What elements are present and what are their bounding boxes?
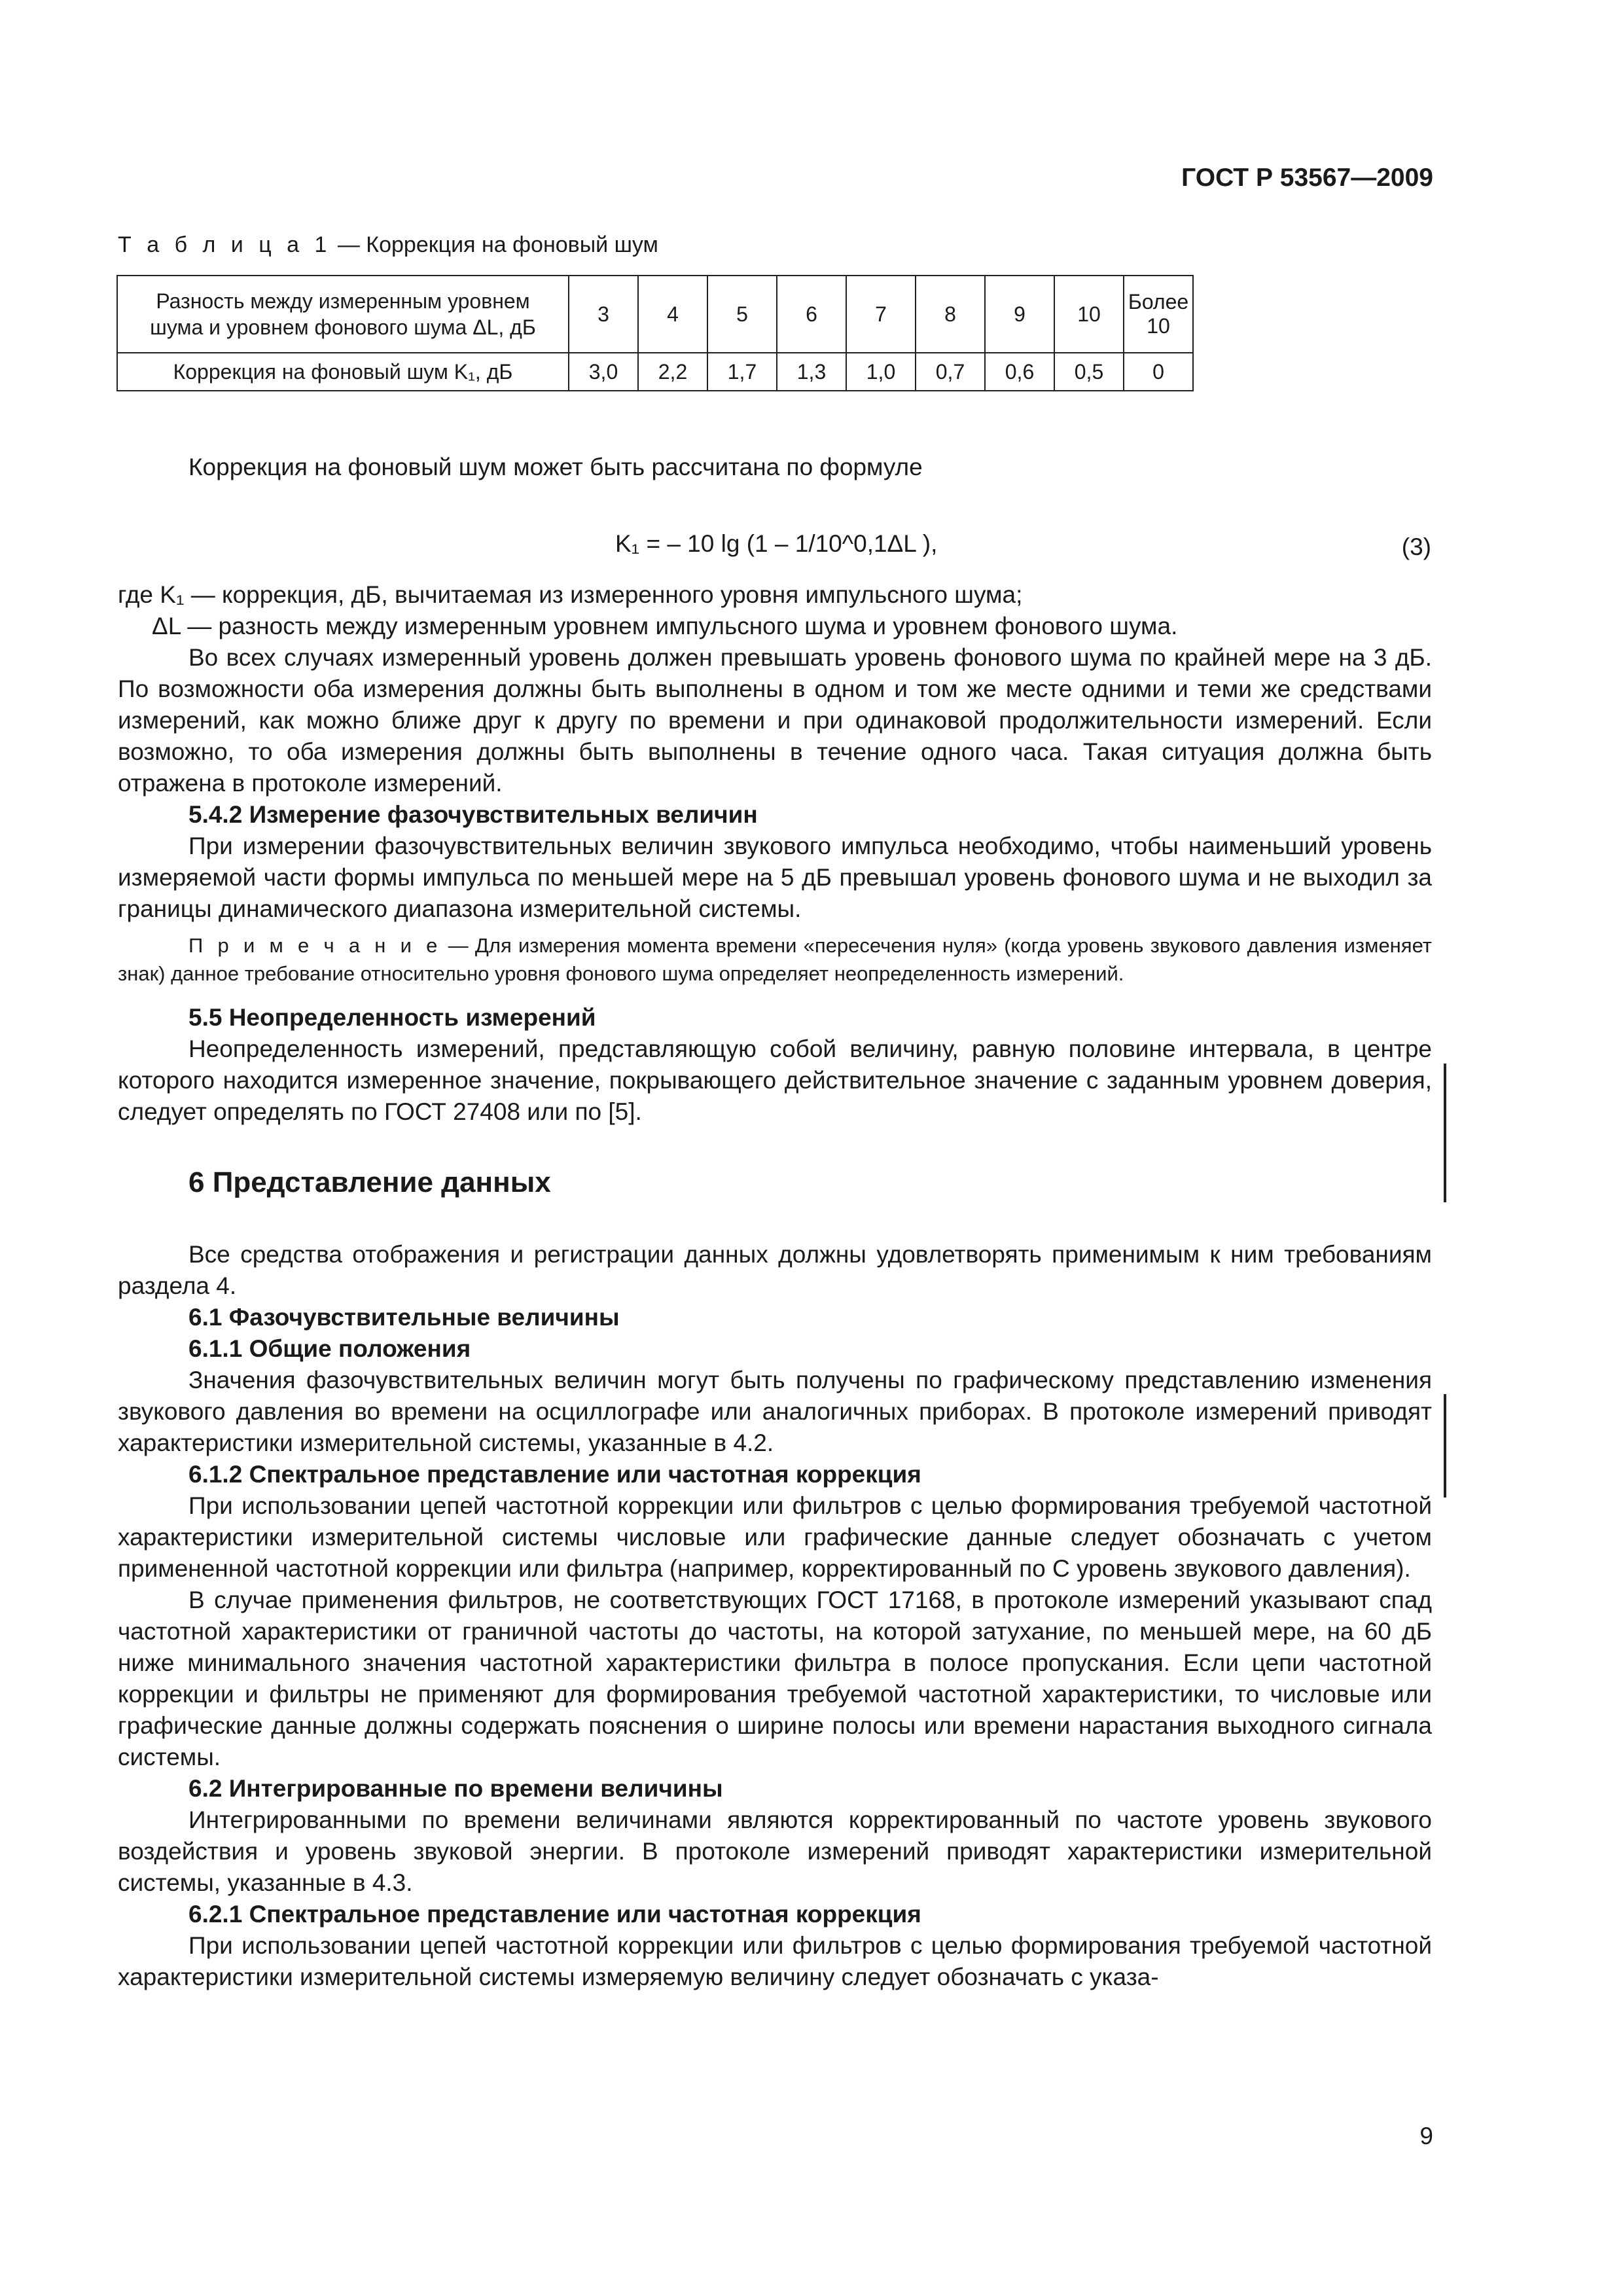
revision-bar — [1444, 1394, 1446, 1498]
paragraph: В случае применения фильтров, не соответствующих ГОСТ 17168, в протоколе измерений указывают спад частотной характеристики от граничной частоты до частоты, на которой затухание, по меньшей мере, на 60 дБ ниже минимального значения частотной характеристики фильтра в полосе пропускания. Если цепи частотной коррекции и фильтры не применяют для формирования требуемой частотной характеристики, то числовые или графические данные должны содержать пояснения о ширине полосы или времени нарастания выходного сигнала системы. — [118, 1587, 1432, 1770]
note-label: П р и м е ч а н и е — [188, 934, 442, 957]
paragraph: Все средства отображения и регистрации данных должны удовлетворять применимым к ним требованиям раздела 4. — [118, 1241, 1432, 1299]
table-cell: 3 — [569, 276, 638, 353]
subsection-heading-5-4-2: 5.4.2 Измерение фазочувствительных величин — [188, 801, 758, 828]
table-caption-label: Т а б л и ц а 1 — [118, 232, 332, 257]
document-header: ГОСТ Р 53567—2009 — [1181, 164, 1433, 192]
paragraph: При измерении фазочувствительных величин звукового импульса необходимо, чтобы наименьший уровень измеряемой части формы импульса по меньшей мере на 5 дБ превышал уровень фонового шума и не выходил за границы динамического диапазона измерительной системы. — [118, 833, 1432, 922]
note — [118, 925, 1432, 1002]
subsection-heading-6-2-1: 6.2.1 Спектральное представление или частотная коррекция — [188, 1901, 921, 1928]
table-caption — [118, 232, 658, 258]
background-noise-table — [116, 275, 1194, 391]
row-label-line: Разность между измеренным уровнем — [156, 289, 530, 313]
formula-where-delta-l: ΔL — разность между измеренным уровнем импульсного шума и уровнем фонового шума. — [152, 613, 1178, 639]
table-cell: 1,3 — [777, 353, 846, 391]
table-cell: 1,0 — [846, 353, 916, 391]
row-label-cell — [117, 276, 569, 353]
table-caption-text: — Коррекция на фоновый шум — [331, 232, 658, 257]
table-cell: 7 — [846, 276, 916, 353]
subsection-heading-6-1-1: 6.1.1 Общие положения — [188, 1335, 471, 1362]
formula-number: (3) — [1401, 533, 1431, 560]
paragraph: Интегрированными по времени величинами являются корректированный по частоте уровень звукового воздействия и уровень звуковой энергии. В протоколе измерений приводят характеристики измерительной системы, указанные в 4.3. — [118, 1806, 1432, 1896]
table-cell: 1,7 — [707, 353, 777, 391]
formula-where-k1: где K₁ — коррекция, дБ, вычитаемая из измеренного уровня импульсного шума; — [118, 581, 1023, 608]
table-cell: 4 — [638, 276, 707, 353]
table-cell: 10 — [1054, 276, 1124, 353]
subsection-heading-5-5: 5.5 Неопределенность измерений — [188, 1004, 596, 1031]
note-text: — Для измерения момента времени «пересечения нуля» (когда уровень звукового давления изменяет знак) данное требование относительно уровня фонового шума определяет неопределенность измерений. — [118, 934, 1433, 985]
table-cell: 0,5 — [1054, 353, 1124, 391]
revision-bar — [1444, 1064, 1446, 1202]
table-cell: 2,2 — [638, 353, 707, 391]
row-label-line: шума и уровнем фонового шума ΔL, дБ — [150, 315, 536, 339]
paragraph: При использовании цепей частотной коррекции или фильтров с целью формирования требуемой частотной характеристики измерительной системы числовые или графические данные следует обозначать с учетом примененной частотной коррекции или фильтра (например, корректированный по С уровень звукового давления). — [118, 1492, 1432, 1582]
table-cell: 0,7 — [916, 353, 985, 391]
table-cell: 0 — [1124, 353, 1193, 391]
section-heading-6: 6 Представление данных — [188, 1166, 551, 1198]
formula-intro: Коррекция на фоновый шум может быть рассчитана по формуле — [188, 454, 923, 480]
paragraph: При использовании цепей частотной коррекции или фильтров с целью формирования требуемой частотной характеристики измерительной системы измеряемую величину следует обозначать с указа- — [118, 1932, 1432, 1990]
subsection-heading-6-1-2: 6.1.2 Спектральное представление или частотная коррекция — [188, 1461, 921, 1488]
paragraph: Значения фазочувствительных величин могут быть получены по графическому представлению изменения звукового давления во времени на осциллографе или аналогичных приборах. В протоколе измерений приводят характеристики измерительной системы, указанные в 4.2. — [118, 1367, 1432, 1456]
body-text — [118, 579, 1432, 1993]
row-label-cell: Коррекция на фоновый шум K₁, дБ — [117, 353, 569, 391]
table-cell: 3,0 — [569, 353, 638, 391]
table-row-level-difference — [117, 276, 1193, 353]
page-number: 9 — [1419, 2123, 1433, 2149]
formula-k1: K₁ = – 10 lg (1 – 1/10^0,1ΔL ), — [615, 530, 938, 557]
table-cell: Более 10 — [1124, 276, 1193, 353]
table-cell: 6 — [777, 276, 846, 353]
paragraph: Неопределенность измерений, представляющую собой величину, равную половине интервала, в центре которого находится измеренное значение, покрывающего действительное значение с заданным уровнем доверия, следует определять по ГОСТ 27408 или по [5]. — [118, 1035, 1432, 1125]
table-cell: 5 — [707, 276, 777, 353]
table-row-correction — [117, 353, 1193, 391]
subsection-heading-6-2: 6.2 Интегрированные по времени величины — [188, 1775, 723, 1802]
paragraph: Во всех случаях измеренный уровень должен превышать уровень фонового шума по крайней мере на 3 дБ. По возможности оба измерения должны быть выполнены в одном и том же месте одними и теми же средствами измерений, как можно ближе друг к другу по времени и при одинаковой продолжительности измерений. Если возможно, то оба измерения должны быть выполнены в течение одного часа. Такая ситуация должна быть отражена в протоколе измерений. — [118, 644, 1432, 797]
table-cell: 8 — [916, 276, 985, 353]
table-cell: 0,6 — [985, 353, 1054, 391]
table-cell: 9 — [985, 276, 1054, 353]
subsection-heading-6-1: 6.1 Фазочувствительные величины — [188, 1304, 620, 1331]
